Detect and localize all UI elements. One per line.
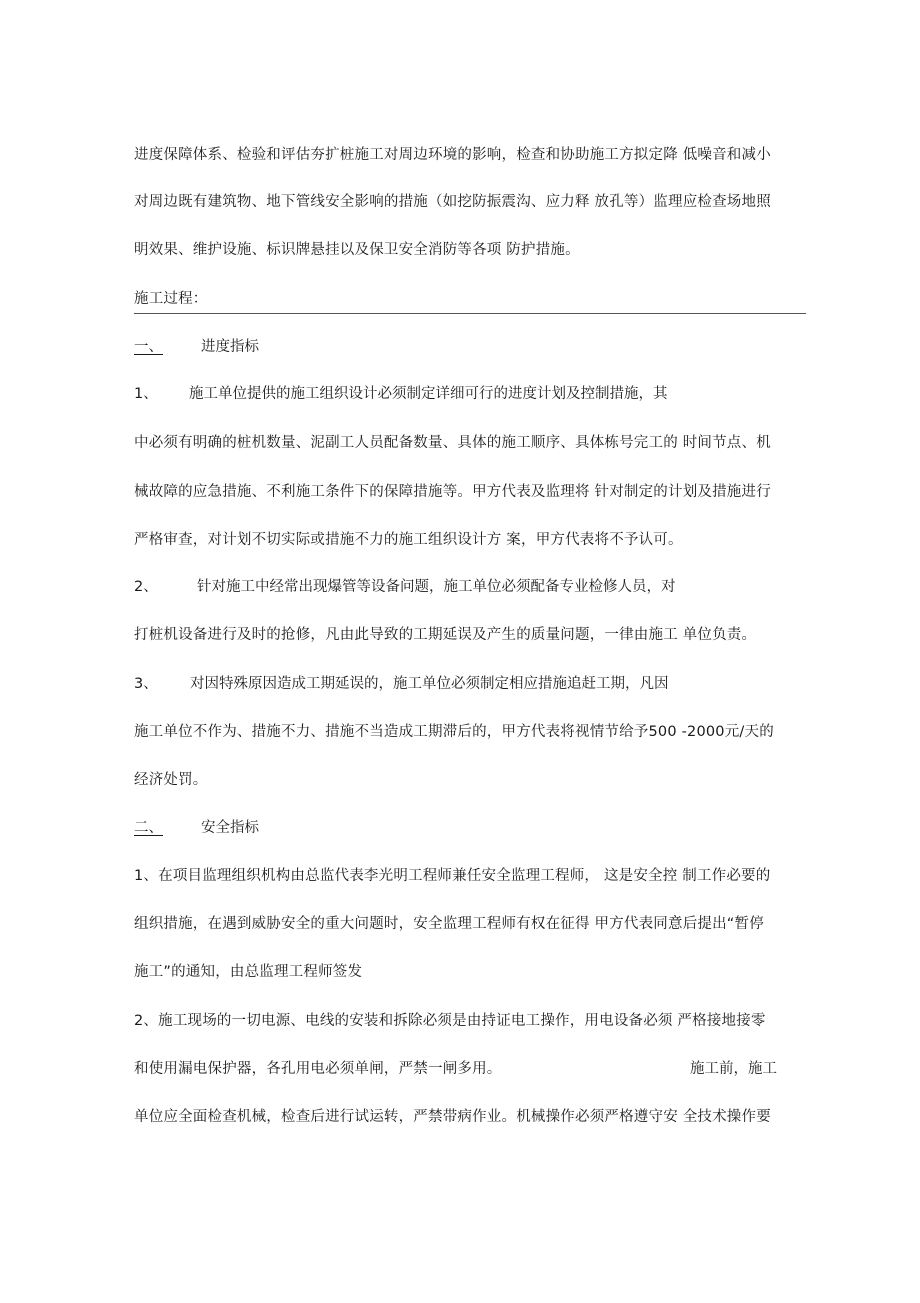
- section1-item3-line: 施工单位不作为、措施不力、措施不当造成工期滞后的，甲方代表将视情节给予500 -2000元/天的: [134, 724, 774, 740]
- intro-line-3: 明效果、维护设施、标识牌悬挂以及保卫安全消防等各项 防护措施。: [134, 242, 580, 258]
- section1-item1-first-line: 施工单位提供的施工组织设计必须制定详细可行的进度计划及控制措施，其: [189, 386, 668, 402]
- section1-item1-line: 械故障的应急措施、不利施工条件下的保障措施等。甲方代表及监理将 针对制定的计划及措施进行: [134, 484, 771, 500]
- section1-item3-line: 经济处罚。: [134, 772, 208, 788]
- section2-line: 1、在项目监理组织机构由总监代表李光明工程师兼任安全监理工程师， 这是安全控 制工作必要的: [134, 868, 771, 884]
- intro-line-1: 进度保障体系、检验和评估夯扩桩施工对周边环境的影响，检查和协助施工方拟定降 低噪音和减小: [134, 147, 771, 163]
- section1-title: 进度指标: [201, 339, 259, 355]
- intro-line-2: 对周边既有建筑物、地下管线安全影响的措施（如挖防振震沟、应力释 放孔等）监理应检查场地照: [134, 194, 771, 210]
- section2-line: 施工”的通知，由总监理工程师签发: [134, 964, 363, 980]
- section2-right-note: 施工前，施工: [690, 1061, 777, 1077]
- section2-line: 2、施工现场的一切电源、电线的安装和拆除必须是由持证电工操作，用电设备必须 严格接地接零: [134, 1013, 766, 1029]
- heading-divider: [134, 313, 806, 314]
- section1-item2-line: 打桩机设备进行及时的抢修，凡由此导致的工期延误及产生的质量问题，一律由施工 单位负责。: [134, 627, 757, 643]
- section2-title: 安全指标: [201, 820, 259, 836]
- section1-item1-line: 严格审查，对计划不切实际或措施不力的施工组织设计方 案，甲方代表将不予认可。: [134, 532, 683, 548]
- section1-item3-first-line: 对因特殊原因造成工期延误的，施工单位必须制定相应措施追赶工期，凡因: [190, 676, 669, 692]
- section1-item1-number: 1、: [134, 386, 158, 402]
- process-heading: 施工过程：: [134, 291, 208, 307]
- section2-line: 组织措施，在遇到威胁安全的重大问题时，安全监理工程师有权在征得 甲方代表同意后提出“暂停: [134, 916, 764, 932]
- section2-line: 和使用漏电保护器，各孔用电必须单闸，严禁一闸多用。: [134, 1061, 502, 1077]
- section1-item2-number: 2、: [134, 579, 158, 595]
- section2-number: 二、: [134, 820, 163, 836]
- section1-item1-line: 中必须有明确的桩机数量、泥副工人员配备数量、具体的施工顺序、具体栋号完工的 时间节点、机: [134, 435, 771, 451]
- section1-item3-number: 3、: [134, 676, 158, 692]
- section1-number: 一、: [134, 339, 163, 355]
- section2-last-line: 单位应全面检查机械，检查后进行试运转，严禁带病作业。机械操作必须严格遵守安 全技术操作要: [134, 1109, 771, 1125]
- section1-item2-first-line: 针对施工中经常出现爆管等设备问题，施工单位必须配备专业检修人员，对: [197, 579, 676, 595]
